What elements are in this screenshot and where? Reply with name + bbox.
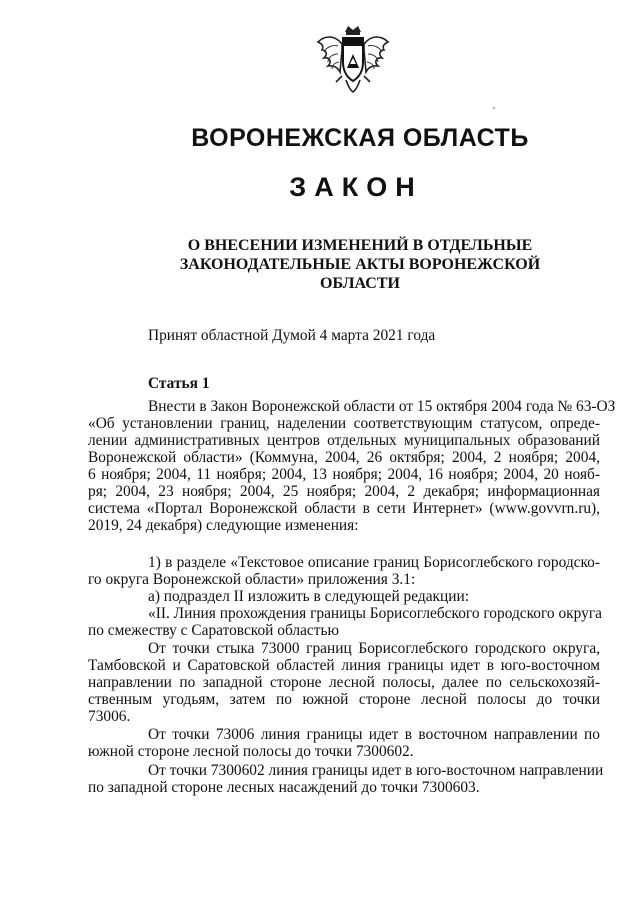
article-title: Статья 1 bbox=[148, 375, 210, 392]
scan-speck bbox=[493, 107, 495, 109]
text-line: ственным угодьям, затем по южной стороне лесной полосы до точки bbox=[88, 691, 600, 708]
text-line: 73006. bbox=[88, 708, 131, 725]
heading-line: ЗАКОНОДАТЕЛЬНЫЕ АКТЫ ВОРОНЕЖСКОЙ bbox=[179, 256, 541, 273]
text-line: го округа Воронежской области» приложения 3.1: bbox=[88, 571, 416, 588]
text-line: Воронежской области» (Коммуна, 2004, 26 октября; 2004, 2 ноября; 2004, bbox=[88, 449, 600, 466]
document-heading bbox=[150, 236, 570, 293]
region-title: ВОРОНЕЖСКАЯ ОБЛАСТЬ bbox=[191, 124, 529, 152]
text-line: «Об установлении границ, наделении соответствующим статусом, опреде- bbox=[88, 415, 600, 432]
heading-line: О ВНЕСЕНИИ ИЗМЕНЕНИЙ В ОТДЕЛЬНЫЕ bbox=[187, 237, 533, 254]
text-line: южной стороне лесной полосы до точки 7300602. bbox=[88, 743, 414, 760]
law-title: ЗАКОН bbox=[289, 172, 423, 202]
text-line: 2019, 24 декабря) следующие изменения: bbox=[88, 517, 359, 534]
coat-of-arms-icon bbox=[312, 24, 394, 96]
text-line: От точки стыка 73000 границ Борисоглебского городского округа, bbox=[148, 640, 600, 657]
text-line: направлении по западной стороне лесной полосы, далее по сельскохозяй- bbox=[88, 674, 600, 691]
text-line: 1) в разделе «Текстовое описание границ Борисоглебского городско- bbox=[148, 554, 600, 571]
heading-line: ОБЛАСТИ bbox=[320, 275, 400, 292]
text-line: Внести в Закон Воронежской области от 15 октября 2004 года № 63-ОЗ bbox=[148, 398, 616, 415]
text-line: по западной стороне лесных насаждений до точки 7300603. bbox=[88, 779, 480, 796]
text-line: От точки 7300602 линия границы идет в юго-восточном направлении bbox=[148, 762, 604, 779]
text-line: «II. Линия прохождения границы Борисоглебского городского округа bbox=[148, 605, 602, 622]
text-line: система «Портал Воронежской области в сети Интернет» (www.govvrn.ru), bbox=[88, 500, 600, 517]
text-line: Тамбовской и Саратовской областей линия границы идет в юго-восточном bbox=[88, 657, 600, 674]
adoption-date: Принят областной Думой 4 марта 2021 года bbox=[148, 327, 436, 344]
text-line: по смежеству с Саратовской областью bbox=[88, 622, 339, 639]
text-line: От точки 73006 линия границы идет в восточном направлении по bbox=[148, 726, 600, 743]
text-line: а) подраздел II изложить в следующей редакции: bbox=[148, 588, 470, 605]
text-line: лении административных центров отдельных муниципальных образований bbox=[88, 432, 600, 449]
text-line: ря; 2004, 23 ноября; 2004, 25 ноября; 2004, 2 декабря; информационная bbox=[88, 483, 600, 500]
text-line: 6 ноября; 2004, 11 ноября; 2004, 13 ноября; 2004, 16 ноября; 2004, 20 нояб- bbox=[88, 466, 600, 483]
